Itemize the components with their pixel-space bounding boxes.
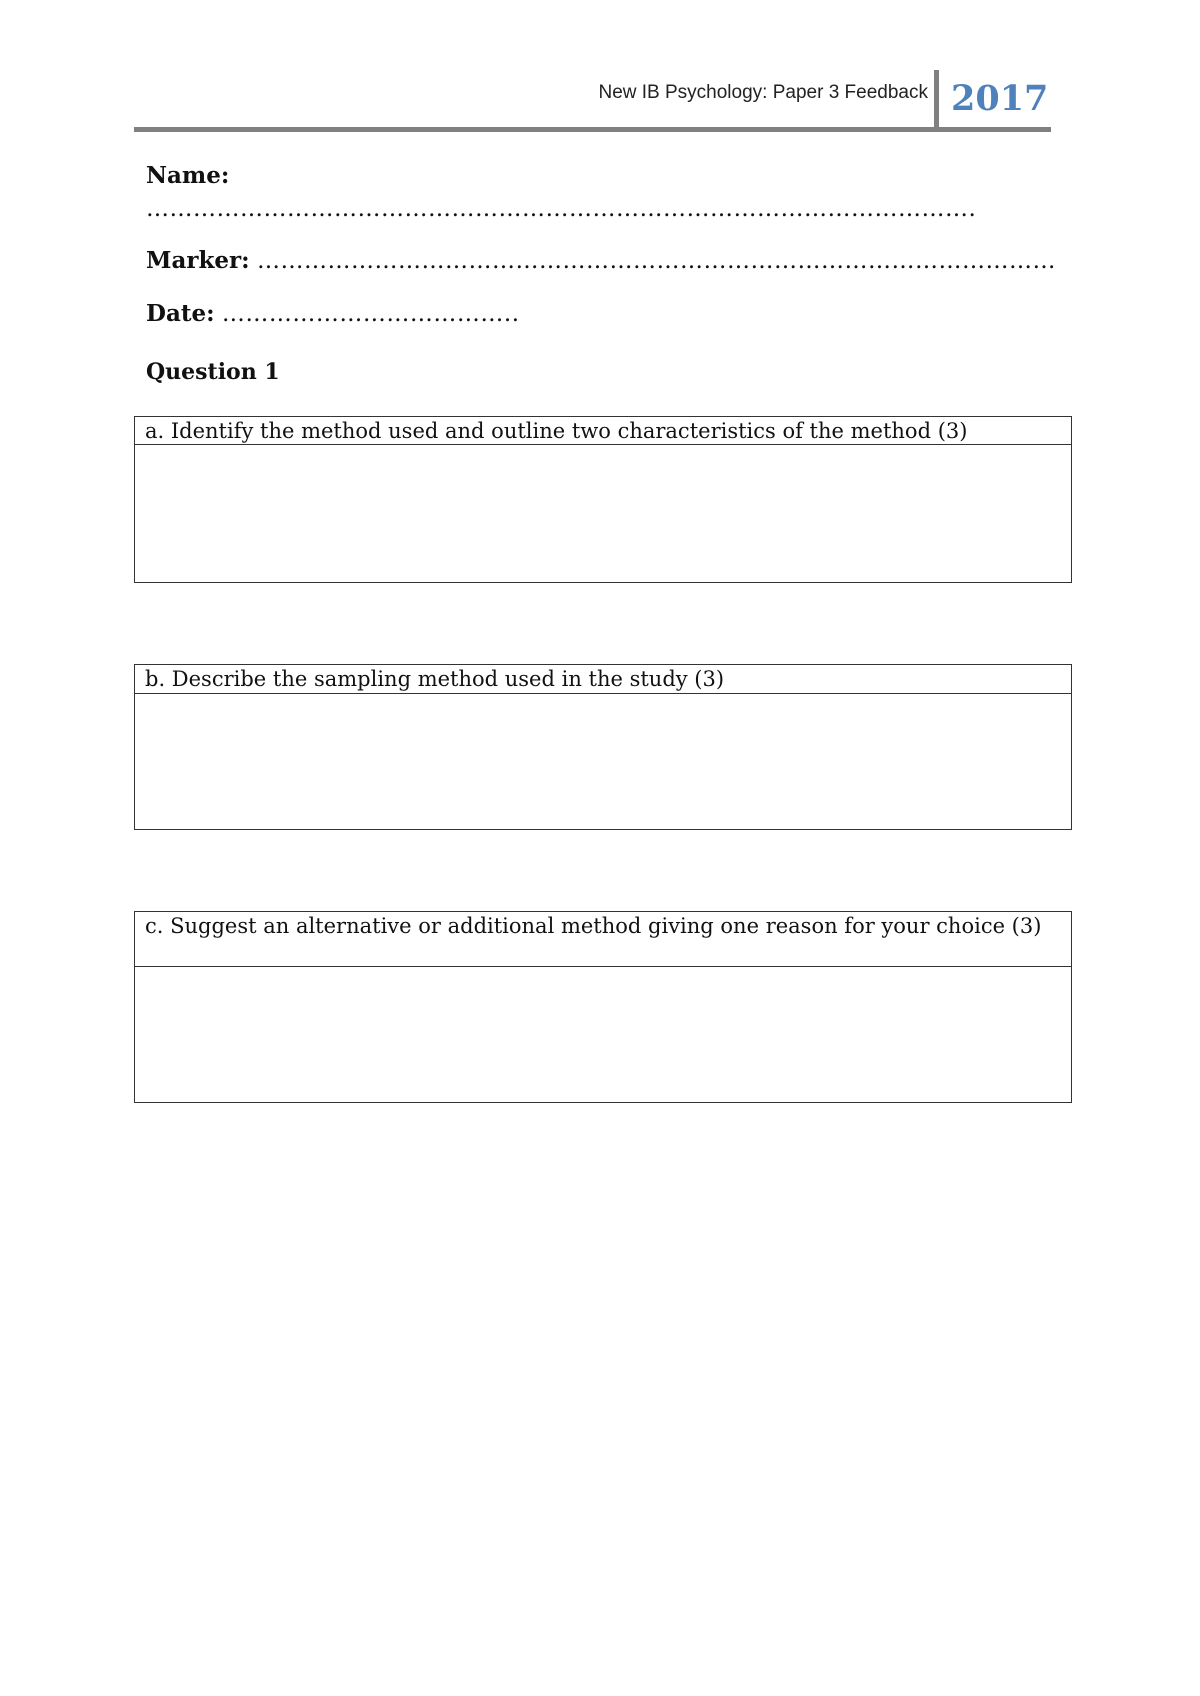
marker-field[interactable] xyxy=(146,247,1056,274)
header-year: 2017 xyxy=(951,78,1049,119)
date-dots: ……………………………….. xyxy=(221,301,520,327)
prompt-b: b. Describe the sampling method used in the study (3) xyxy=(135,665,1071,694)
date-field[interactable] xyxy=(146,300,520,327)
answer-box-a xyxy=(134,416,1072,583)
answer-box-b xyxy=(134,664,1072,830)
prompt-c: c. Suggest an alternative or additional method giving one reason for your choice (3) xyxy=(135,912,1071,967)
answer-box-c xyxy=(134,911,1072,1103)
header-rule xyxy=(134,127,1051,132)
page-header xyxy=(134,70,1051,132)
answer-space-b[interactable] xyxy=(135,694,1071,829)
name-dots: ……………………………………………………………………………………………. xyxy=(146,196,977,222)
name-fill-line[interactable] xyxy=(146,196,976,222)
prompt-a: a. Identify the method used and outline two characteristics of the method (3) xyxy=(135,417,1071,445)
date-label: Date: xyxy=(146,300,215,327)
marker-label: Marker: xyxy=(146,247,250,274)
marker-dots: ………………………………………………………………………………………… xyxy=(256,248,1056,274)
question-heading: Question 1 xyxy=(146,359,280,385)
header-divider xyxy=(934,70,939,130)
name-label: Name: xyxy=(146,162,230,189)
answer-space-a[interactable] xyxy=(135,445,1071,582)
header-title: New IB Psychology: Paper 3 Feedback xyxy=(598,82,928,103)
answer-space-c[interactable] xyxy=(135,967,1071,1102)
name-field xyxy=(146,162,229,189)
